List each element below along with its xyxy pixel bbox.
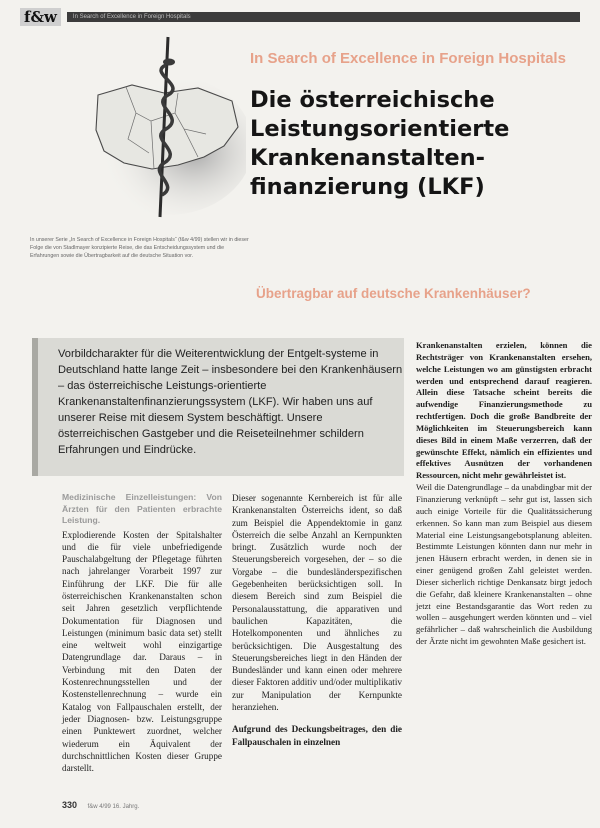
subtitle: Übertragbar auf deutsche Krankenhäuser? — [256, 286, 531, 301]
body-paragraph-bold: Krankenanstalten erzielen, können die Rechtsträger von Krankenanstalten ersehen, welche Leistungen wo am günstigsten erbracht werden und entsprechend darauf reagieren. Allein diese Tatsache scheint bereits die aufwendige Finanzierungsmethode zu rechtfertigen. Doch die große Bandbreite der Möglichkeiten im Steuerungsbereich kann dieses Bild in einem Maße verzerren, daß der gewünschte Effekt, nämlich ein effizientes und effektives Ausnützen der vorhandenen Ressourcen, nicht mehr gewährleistet ist. — [416, 340, 592, 481]
headline-line: finanzierung (LKF) — [250, 174, 485, 200]
teaser-accent-bar — [32, 338, 38, 476]
headline — [250, 86, 590, 202]
issue-label: f&w 4/99 16. Jahrg. — [87, 804, 140, 810]
headline-line: Krankenanstalten- — [250, 145, 485, 171]
page-footer — [62, 800, 139, 810]
body-column-right — [416, 340, 592, 648]
page-number: 330 — [62, 800, 78, 810]
section-strip: In Search of Excellence in Foreign Hospitals — [67, 12, 580, 22]
body-column-2 — [232, 492, 402, 748]
series-title: In Search of Excellence in Foreign Hospitals — [250, 50, 566, 67]
body-paragraph: Dieser sogenannte Kernbereich ist für alle Krankenanstalten Österreichs ident, so daß zum Beispiel die Appendektomie in ganz Österreich die selbe Anzahl an Kernpunkten bringt. Zusätzlich wurde noch der Steuerungsbereich vorgesehen, der – so die Vorgabe – die bundesländerspezifischen Gegebenheiten berücksichtigen soll. In diesem Bereich sind zum Beispiel die Personalausstattung, die apparativen und baulichen Kapazitäten, die Hotelkomponenten und ähnliches zu berücksichtigen. Die Ausgestaltung des Steuerungsbereiches liegt in den Händen der Bundesländer und kann einen oder mehrere dieser Faktoren additiv und/oder multiplikativ zur Manipulation der Kernpunkte heranziehen. — [232, 493, 402, 713]
teaser-text: Vorbildcharakter für die Weiterentwicklung der Entgelt-systeme in Deutschland hatte lange Zeit – insbesondere bei den Krankenhäusern – das österreichische Leistungs-orientierte Krankenanstaltenfinanzierungssystem (LKF). Wir haben uns auf unserer Reise mit diesem System beschäftigt. Unsere österreichischen Gastgeber und die Reiseteilnehmer schildern Erfahrungen und Eindrücke. — [58, 348, 403, 456]
lede: Medizinische Einzelleistungen: Von Ärzten für den Patienten erbrachte Leistung. — [62, 492, 222, 525]
teaser-box — [32, 338, 404, 476]
masthead — [20, 8, 580, 26]
body-paragraph: Weil die Datengrundlage – da unabdingbar mit der Finanzierung verknüpft – sehr gut ist, lassen sich auch einige Vorteile für die Qualitätssicherung erkennen. So kann man zum Beispiel aus diesem Material eine Leistungsangebotsplanung ableiten. Bestimmte Leistungen könnten dann nur mehr in jenen Häusern erbracht werden, in denen sie in einer genügend großen Zahl geleistet werden. Dieser sicherlich richtige Denkansatz birgt jedoch die Gefahr, daß kleinere Krankenanstalten – ohne jetzt eine Bestandsgarantie das Wort reden zu wollen – ausgehungert werden könnten und – viel gefährlicher – daß wahrscheinlich die Ausbildung der Ärzte nicht im gewohnten Maße gesichert ist. — [416, 482, 592, 647]
title-illustration — [28, 35, 246, 225]
journal-logo: f&w — [20, 8, 61, 26]
headline-line: Die österreichische — [250, 87, 495, 113]
headline-line: Leistungsorientierte — [250, 116, 510, 142]
body-paragraph: Explodierende Kosten der Spitalshalter und die für viele unbefriedigende Pauschalabgeltung der Pflegetage führten nach jahrelanger Vorarbeit 1997 zur Einführung der LKF. Die für alle österreichischen Krankenanstalten schon seit Jahren gesetzlich verpflichtende Dokumentation für Diagnosen und Leistungen (minimum basic data set) stellt eine weltweit wohl einzigartige Datengrundlage dar. Daraus – in Verbindung mit den Daten der Kostenrechnungsstellen und der Kostenstellenrechnung – wurde ein Katalog von Fallpauschalen erstellt, der jeder Diagnosen- bzw. Leistungsgruppe einen Punktewert zuordnet, welcher wiederum ein Äquivalent der durchschnittlichen Kosten dieser Gruppe darstellt. — [62, 529, 222, 774]
body-column-1 — [62, 492, 222, 774]
section-subhead: Aufgrund des Deckungsbeitrages, den die Fallpauschalen in einzelnen — [232, 724, 402, 747]
intro-caption: In unserer Serie „In Search of Excellence in Foreign Hospitals“ (f&w 4/99) stellen wir in dieser Folge die von Stadlmayer konzipierte Reise, die das Entscheidungssystem und die Erfahrungen sowie die Übertragbarkeit auf die deutsche Situation vor. — [30, 237, 249, 259]
